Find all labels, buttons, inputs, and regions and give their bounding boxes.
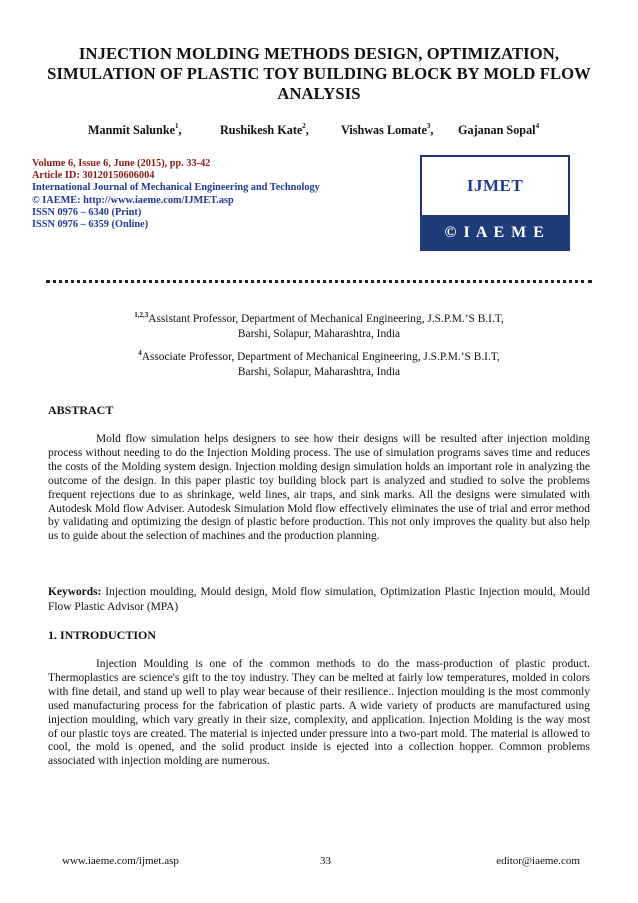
affiliation-line: Assistant Professor, Department of Mechanical Engineering, J.S.P.M.’S B.I.T, [148, 313, 504, 325]
affiliation-1 [60, 308, 578, 342]
affiliation-location: Barshi, Solapur, Maharashtra, India [237, 366, 401, 378]
issn-print-line: ISSN 0976 – 6340 (Print) [32, 206, 142, 218]
abstract-heading: ABSTRACT [48, 403, 114, 417]
page-footer [62, 855, 580, 869]
author-superscript: 1 [175, 122, 179, 130]
introduction-text: Injection Moulding is one of the common methods to do the mass-production of plastic product. Thermoplastics are science's gift to the toy industry. They can be melted at fairly low temperatures, molded in colors with fine detail, and stand up well to play wear because of their resilience.. Injection moulding is the most commonly used manufacturing process for the fabrication of plastic parts. A wide variety of products are manufactured using injection moulding, which vary greatly in their size, complexity, and application. Injection Molding is the way most of our plastic toys are created. The material is injected under pressure into a two-part mold. The material is allowed to cool, the mold is opened, and the solid product inside is ejected into a collection hopper. Common problems associated with injection molding are numerous. [48, 658, 590, 768]
author-name: Gajanan Sopal [458, 123, 536, 137]
affiliation-location: Barshi, Solapur, Maharashtra, India [237, 328, 401, 340]
author-superscript: 4 [535, 122, 540, 130]
journal-logo [420, 155, 570, 251]
keywords [48, 585, 590, 614]
author-separator: , [178, 123, 182, 137]
author-4 [458, 122, 539, 138]
author-separator: , [430, 123, 434, 137]
volume-line: Volume 6, Issue 6, June (2015), pp. 33-42 [32, 158, 211, 169]
affiliation-superscript: 1,2,3 [134, 311, 149, 319]
keywords-label: Keywords: [48, 586, 102, 598]
author-list [88, 122, 568, 140]
logo-publisher-band: © I A E M E [420, 215, 570, 251]
author-name: Manmit Salunke [88, 123, 176, 137]
author-name: Vishwas Lomate [341, 123, 427, 137]
author-3 [341, 122, 433, 138]
author-superscript: 3 [426, 122, 431, 130]
dotted-divider [46, 280, 592, 283]
author-separator: , [305, 123, 309, 137]
paper-title: INJECTION MOLDING METHODS DESIGN, OPTIMIZATION, SIMULATION OF PLASTIC TOY BUILDING BLOCK BY MOLD FLOW ANALYSIS [47, 44, 591, 103]
footer-email[interactable]: editor@iaeme.com [496, 855, 580, 867]
affiliation-2 [60, 346, 578, 380]
author-superscript: 2 [302, 122, 306, 130]
journal-name-line: International Journal of Mechanical Engineering and Technology [32, 182, 320, 194]
abstract-text: Mold flow simulation helps designers to see how their designs will be resulted after injection molding process without needing to do the Injection Molding process. The use of simulation programs saves time and reduces the costs of the Molding system design. Injection molding design simulation holds an important role in analyzing the outcome of the design. In this paper plastic toy building block part is analyzed and studied to solve the problems frequent rejections due to as shrinkage, weld lines, air traps, and sink marks. All the designs were simulated with Autodesk Mold flow Adviser. Autodesk Simulation Mold flow effectively eliminates the use of trial and error method by validating and optimizing the design of plastic before production. This not only improves the quality but also help us to guide about the selection of machines and the production planning. [48, 433, 590, 543]
introduction-heading: 1. INTRODUCTION [48, 628, 157, 642]
author-1 [88, 122, 182, 138]
issn-online-line: ISSN 0976 – 6359 (Online) [32, 219, 149, 231]
affiliation-line: Associate Professor, Department of Mechanical Engineering, J.S.P.M.’S B.I.T, [141, 351, 500, 363]
author-name: Rushikesh Kate [220, 123, 303, 137]
article-id-line: Article ID: 30120150606004 [32, 170, 155, 182]
affiliation-superscript: 4 [138, 349, 142, 357]
keywords-text: Injection moulding, Mould design, Mold flow simulation, Optimization Plastic Injection mould, Mould Flow Plastic Advisor (MPA) [48, 586, 590, 613]
author-2 [220, 122, 309, 138]
logo-journal-name: IJMET [420, 155, 570, 217]
footer-journal-link[interactable]: www.iaeme.com/ijmet.asp [62, 855, 179, 867]
page-number: 33 [320, 855, 331, 867]
journal-website-line: © IAEME: http://www.iaeme.com/IJMET.asp [32, 194, 234, 206]
journal-metadata [32, 158, 412, 231]
